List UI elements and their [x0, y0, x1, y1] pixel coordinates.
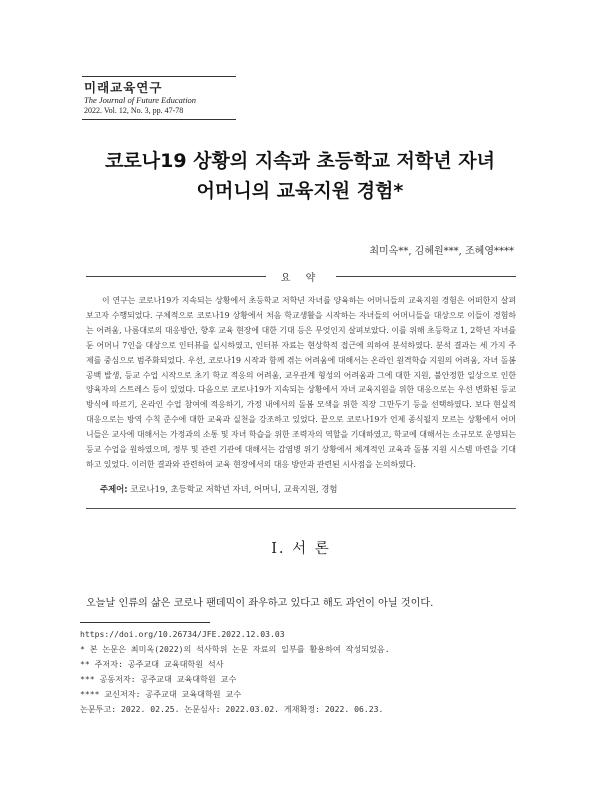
journal-header-box — [82, 76, 236, 120]
paper-title-line1: 코로나19 상황의 지속과 초등학교 저학년 자녀 — [105, 150, 495, 172]
keywords — [100, 483, 520, 495]
abstract-bottom-rule — [86, 508, 516, 509]
abstract-rule-right — [336, 276, 516, 277]
footnote-3: *** 공동저자: 공주교대 교육대학원 교수 — [80, 674, 237, 684]
abstract-text: 이 연구는 코로나19가 지속되는 상황에서 초등학교 저학년 자녀를 양육하는 어머니들의 교육지원 경험은 어떠한지 살펴보고자 수행되었다. 구체적으로 코로나19 상황에서 처음 학교생활을 시작하는 자녀들의 어머니들을 대상으로 이들이 경험하는 어려움, 나름대로의 대응방안, 향후 교육 현장에 대한 기대 등은 무엇인지 살펴보았다. 이를 위해 초등학교 1, 2학년 자녀를 둔 어머니 7인을 대상으로 인터뷰를 실시하였고, 인터뷰 자료는 현상학적 접근에 의하여 분석하였다. 분석 결과는 세 가지 주제를 중심으로 범주화되었다. 우선, 코로나19 시작과 함께 겪는 어려움에 대해서는 온라인 원격학습 지원의 어려움, 자녀 돌봄 공백 발생, 등교 수업 시작으로 초기 학교 적응의 어려움, 교우관계 형성의 어려움과 그에 대한 지원, 불안정한 일상으로 인한 양육자의 스트레스 등이 있었다. 다음으로 코로나19가 지속되는 상황에서 자녀 교육지원을 위한 대응으로는 우선 변화된 등교 방식에 따르기, 온라인 수업 참여에 적응하기, 가정 내에서의 돌봄 모색을 위한 직장 그만두기 등을 선택하였다. 보다 현실적 대응으로는 방역 수칙 준수에 대한 교육과 실천을 강조하고 있었다. 끝으로 코로나19가 언제 종식될지 모르는 상황에서 어머니들은 교사에 대해서는 가정과의 소통 및 자녀 학습을 위한 조력자의 역할을 기대하였고, 학교에 대해서는 소규모로 운영되는 등교 수업을 원하였으며, 정부 및 관련 기관에 대해서는 감염병 위기 상황에서 체계적인 교육과 돌봄 지원 시스템 마련을 기대하고 있었다. 이러한 결과와 관련하여 교육 현장에서의 대응 방안과 관련된 시사점을 논의하였다. — [86, 296, 516, 469]
paper-title — [60, 146, 540, 206]
footnote-1: * 본 논문은 최미옥(2022)의 석사학위 논문 자료의 일부를 활용하여 작성되었음. — [80, 644, 390, 654]
paper-title-line2: 어머니의 교육지원 경험* — [196, 180, 404, 202]
abstract-heading: 요 약 — [280, 273, 322, 284]
section-title: Ⅰ. 서 론 — [271, 541, 331, 557]
journal-name: 미래교육연구 — [84, 80, 163, 95]
footnote-rule — [80, 622, 210, 623]
journal-english-name: The Journal of Future Education — [84, 95, 197, 105]
submission-dates: 논문투고: 2022. 02.25. 논문심사: 2022.03.02. 게재확정: 2022. 06.23. — [80, 704, 384, 714]
footnote-4: **** 교신저자: 공주교대 교육대학원 교수 — [80, 689, 242, 699]
author-list: 최미옥**, 김혜원***, 조혜영**** — [369, 246, 514, 257]
footnotes — [80, 627, 540, 717]
keywords-text: 코로나19, 초등학교 저학년 자녀, 어머니, 교육지원, 경험 — [130, 484, 338, 494]
journal-volume-info: 2022. Vol. 12, No. 3, pp. 47-78 — [84, 106, 184, 115]
intro-paragraph: 오늘날 인류의 삶은 코로나 팬데믹이 좌우하고 있다고 해도 과언이 아닐 것이다. — [86, 598, 434, 609]
abstract-heading-row — [86, 268, 516, 284]
doi-link[interactable]: https://doi.org/10.26734/JFE.2022.12.03.03 — [80, 629, 285, 639]
keywords-label: 주제어: — [100, 484, 128, 494]
abstract-rule-left — [86, 276, 266, 277]
footnote-2: ** 주저자: 공주교대 교육대학원 석사 — [80, 659, 224, 669]
